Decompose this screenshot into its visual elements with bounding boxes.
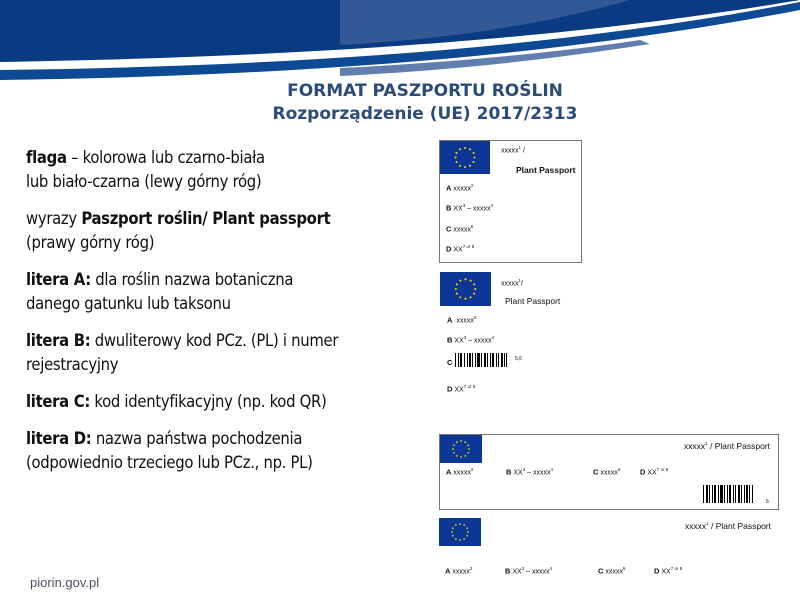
title-line-2: Rozporządzenie (UE) 2017/2313 — [272, 104, 578, 124]
field-d: D $XX^{7 or 8}$ — [654, 566, 683, 576]
passport-title: xxxxx$^1$ / Plant Passport — [684, 521, 771, 531]
passport-code: xxxxx$^1$ / — [501, 145, 525, 155]
paragraph-letter-b — [26, 329, 426, 377]
definition-cont: danego gatunku lub taksonu — [26, 294, 231, 313]
term: flaga — [26, 148, 67, 167]
definition-cont: rejestracyjny — [26, 355, 119, 374]
paragraph-letter-c — [26, 390, 426, 414]
title-line-1: FORMAT PASZPORTU ROŚLIN — [287, 81, 563, 101]
eu-flag-icon — [440, 272, 491, 306]
eu-flag-icon — [440, 141, 490, 174]
paragraph-words — [26, 207, 426, 255]
page-title — [230, 80, 620, 126]
definition-cont: (prawy górny róg) — [26, 233, 155, 252]
field-a: A xxxxx$^2$ — [445, 566, 473, 576]
term: litera C: — [26, 392, 90, 411]
description-list — [26, 146, 426, 488]
field-b: B $XX^3$ – xxxxx$^4$ — [506, 467, 554, 477]
barcode-note: 6 — [766, 499, 769, 505]
field-c: C xxxxx$^5$ — [446, 224, 474, 234]
field-b: B $XX^3$ – xxxxx$^4$ — [505, 566, 553, 576]
definition: – kolorowa lub czarno-biała — [66, 148, 265, 167]
field-c: C — [447, 358, 453, 367]
barcode-icon — [455, 353, 513, 367]
term: Paszport roślin/ Plant passport — [81, 209, 331, 228]
paragraph-letter-d — [26, 427, 426, 475]
definition: nazwa państwa pochodzenia — [91, 429, 303, 448]
field-d: D $XX^{7 or 8}$ — [447, 384, 476, 394]
footer-url[interactable]: piorin.gov.pl — [30, 575, 100, 590]
paragraph-flag — [26, 146, 426, 194]
passport-example-4 — [439, 516, 779, 586]
definition: dwuliterowy kod PCz. (PL) i numer — [90, 331, 339, 350]
paragraph-letter-a — [26, 268, 426, 316]
definition: kod identyfikacyjny (np. kod QR) — [89, 392, 327, 411]
passport-code: xxxxx$^1$/ — [501, 278, 523, 288]
field-c: C xxxxx$^5$ — [598, 566, 626, 576]
definition-cont: (odpowiednio trzeciego lub PCz., np. PL) — [26, 453, 313, 472]
term: litera B: — [26, 331, 91, 350]
barcode-icon — [703, 485, 763, 503]
definition: dla roślin nazwa botaniczna — [90, 270, 294, 289]
definition-cont: lub biało-czarna (lewy górny róg) — [26, 172, 262, 191]
field-d: D $XX^{7 or 8}$ — [640, 467, 669, 477]
passport-example-2 — [439, 272, 589, 407]
term: litera A: — [26, 270, 91, 289]
passport-title: Plant Passport — [516, 165, 576, 175]
field-a: A xxxxx$^2$ — [446, 467, 474, 477]
eu-flag-icon — [440, 435, 482, 463]
barcode-note: 5,6 — [515, 356, 522, 362]
field-b: B $XX^3$ – xxxxx$^4$ — [446, 203, 494, 213]
passport-title: Plant Passport — [505, 296, 561, 306]
term: litera D: — [26, 429, 92, 448]
header-banner — [0, 0, 800, 80]
field-a: A xxxxx$^2$ — [446, 183, 474, 193]
field-d: D $XX^{7 or 8}$ — [446, 244, 475, 254]
field-a: A xxxxx$^2$ — [447, 315, 477, 325]
passport-example-3 — [439, 434, 779, 510]
field-b: B $XX^3$ – xxxxx$^4$ — [447, 335, 495, 345]
field-c: C xxxxx$^5$ — [593, 467, 621, 477]
eu-flag-icon — [439, 518, 481, 546]
prefix: wyrazy — [26, 209, 82, 228]
passport-example-1 — [439, 140, 582, 263]
passport-title: xxxxx$^1$ / Plant Passport — [683, 441, 770, 451]
